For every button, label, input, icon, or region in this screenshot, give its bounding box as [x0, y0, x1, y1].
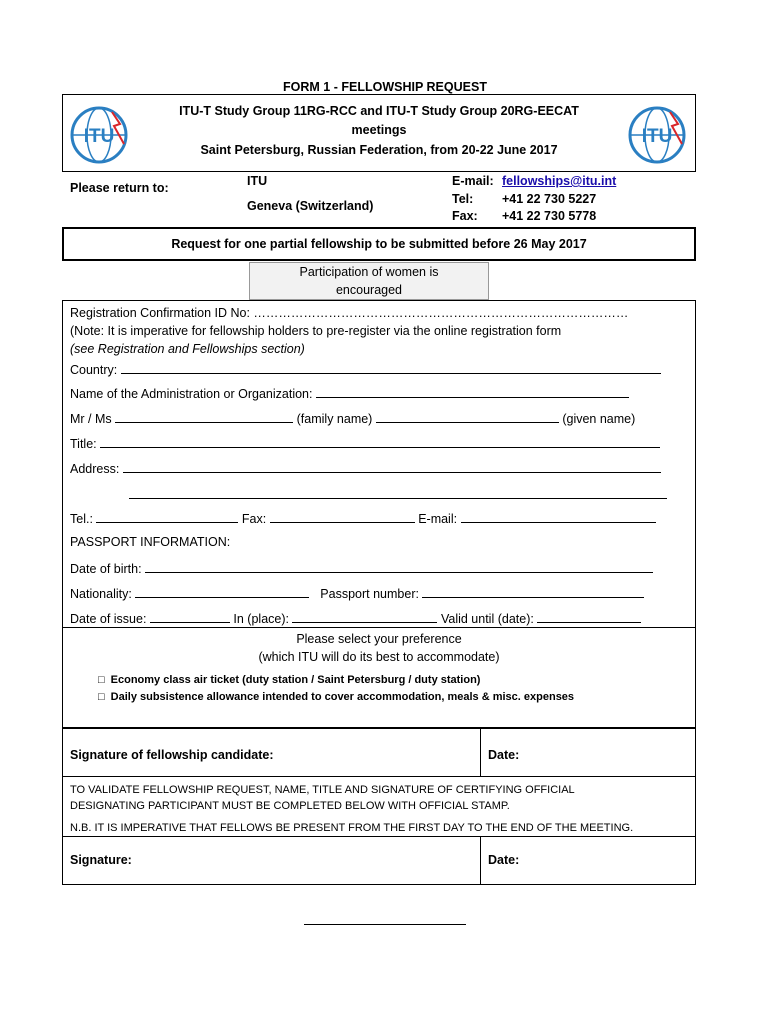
return-org: ITU [247, 174, 268, 188]
official-signature-divider [480, 836, 481, 885]
nationality-field[interactable] [135, 585, 309, 598]
date-of-issue-field[interactable] [150, 610, 230, 623]
address-field-1[interactable] [123, 460, 661, 473]
address-label: Address: [70, 462, 120, 476]
form-title: FORM 1 - FELLOWSHIP REQUEST [283, 80, 487, 94]
country-row [70, 361, 661, 377]
passport-info-heading: PASSPORT INFORMATION: [70, 535, 231, 549]
date-of-issue-label: Date of issue: [70, 612, 147, 626]
in-place-field[interactable] [292, 610, 437, 623]
country-field[interactable] [121, 361, 661, 374]
passport-number-label: Passport number: [320, 587, 419, 601]
fax-form-label: Fax: [241, 512, 267, 526]
tel-form-label: Tel.: [70, 512, 93, 526]
preference-line-1: Please select your preference [296, 632, 462, 646]
official-signature-label: Signature: [70, 853, 132, 867]
dob-field[interactable] [145, 560, 653, 573]
tel-value: +41 22 730 5227 [502, 192, 597, 206]
in-place-label: In (place): [233, 612, 289, 626]
email-form-label: E-mail: [418, 512, 458, 526]
address-row [70, 460, 661, 476]
title-field[interactable] [100, 435, 660, 448]
valid-until-field[interactable] [537, 610, 641, 623]
subsistence-checkbox[interactable]: □ [98, 691, 105, 703]
women-line-1: Participation of women is [299, 265, 439, 279]
country-label: Country: [70, 363, 118, 377]
preference-line-2: (which ITU will do its best to accommodate) [258, 650, 500, 664]
note-line: (Note: It is imperative for fellowship holders to pre-register via the online registration form [70, 324, 562, 338]
meeting-line-2: meetings [351, 123, 407, 137]
footer-divider [304, 924, 466, 925]
subsistence-label: Daily subsistence allowance intended to cover accommodation, meals & misc. expenses [110, 691, 575, 703]
candidate-signature-label: Signature of fellowship candidate: [70, 748, 274, 762]
family-name-label: (family name) [296, 412, 373, 426]
title-label: Title: [70, 437, 97, 451]
tel-field[interactable] [96, 510, 238, 523]
email-field[interactable] [461, 510, 656, 523]
air-ticket-checkbox[interactable]: □ [98, 674, 105, 686]
title-row [70, 435, 660, 451]
validate-line-2: DESIGNATING PARTICIPANT MUST BE COMPLETED BELOW WITH OFFICIAL STAMP. [70, 800, 510, 812]
meeting-line-1: ITU-T Study Group 11RG-RCC and ITU-T Study Group 20RG-EECAT [179, 104, 579, 118]
valid-until-label: Valid until (date): [440, 612, 534, 626]
svg-text:ITU: ITU [641, 126, 673, 147]
admin-label: Name of the Administration or Organization: [70, 387, 313, 401]
dob-label: Date of birth: [70, 562, 142, 576]
note-italic-line: (see Registration and Fellowships section) [70, 342, 305, 356]
return-to-label: Please return to: [70, 181, 169, 195]
svg-text:ITU: ITU [83, 126, 115, 147]
email-link[interactable]: fellowships@itu.int [502, 174, 617, 188]
official-signature-box [62, 836, 696, 885]
nationality-label: Nationality: [70, 587, 132, 601]
air-ticket-label: Economy class air ticket (duty station / Saint Petersburg / duty station) [110, 674, 481, 686]
dob-row [70, 560, 653, 576]
fax-label: Fax: [452, 209, 478, 223]
email-label: E-mail: [452, 174, 494, 188]
address-field-2[interactable] [129, 486, 667, 499]
official-date-label: Date: [488, 853, 520, 867]
candidate-signature-divider [480, 728, 481, 777]
fax-value: +41 22 730 5778 [502, 209, 597, 223]
admin-field[interactable] [316, 385, 629, 398]
family-name-field[interactable] [115, 410, 293, 423]
name-row [70, 410, 635, 426]
return-city: Geneva (Switzerland) [247, 199, 374, 213]
nationality-row [70, 585, 644, 601]
meeting-line-3: Saint Petersburg, Russian Federation, from 20-22 June 2017 [200, 143, 558, 157]
given-name-label: (given name) [562, 412, 636, 426]
reg-id-line[interactable]: Registration Confirmation ID No: ……………………………………………………………………………… [70, 306, 629, 320]
tel-label: Tel: [452, 192, 474, 206]
passport-number-field[interactable] [422, 585, 644, 598]
mr-ms-label: Mr / Ms [70, 412, 112, 426]
admin-row [70, 385, 629, 401]
validate-line-1: TO VALIDATE FELLOWSHIP REQUEST, NAME, TITLE AND SIGNATURE OF CERTIFYING OFFICIAL [70, 784, 575, 796]
given-name-field[interactable] [376, 410, 559, 423]
fax-field[interactable] [270, 510, 415, 523]
option-subsistence[interactable] [98, 691, 574, 703]
issue-row [70, 610, 641, 626]
contact-row [70, 510, 656, 526]
validate-line-3: N.B. IT IS IMPERATIVE THAT FELLOWS BE PRESENT FROM THE FIRST DAY TO THE END OF THE MEETING. [70, 822, 634, 834]
women-line-2: encouraged [335, 283, 403, 297]
option-air-ticket[interactable] [98, 674, 480, 686]
request-banner: Request for one partial fellowship to be submitted before 26 May 2017 [171, 237, 587, 251]
candidate-date-label: Date: [488, 748, 520, 762]
